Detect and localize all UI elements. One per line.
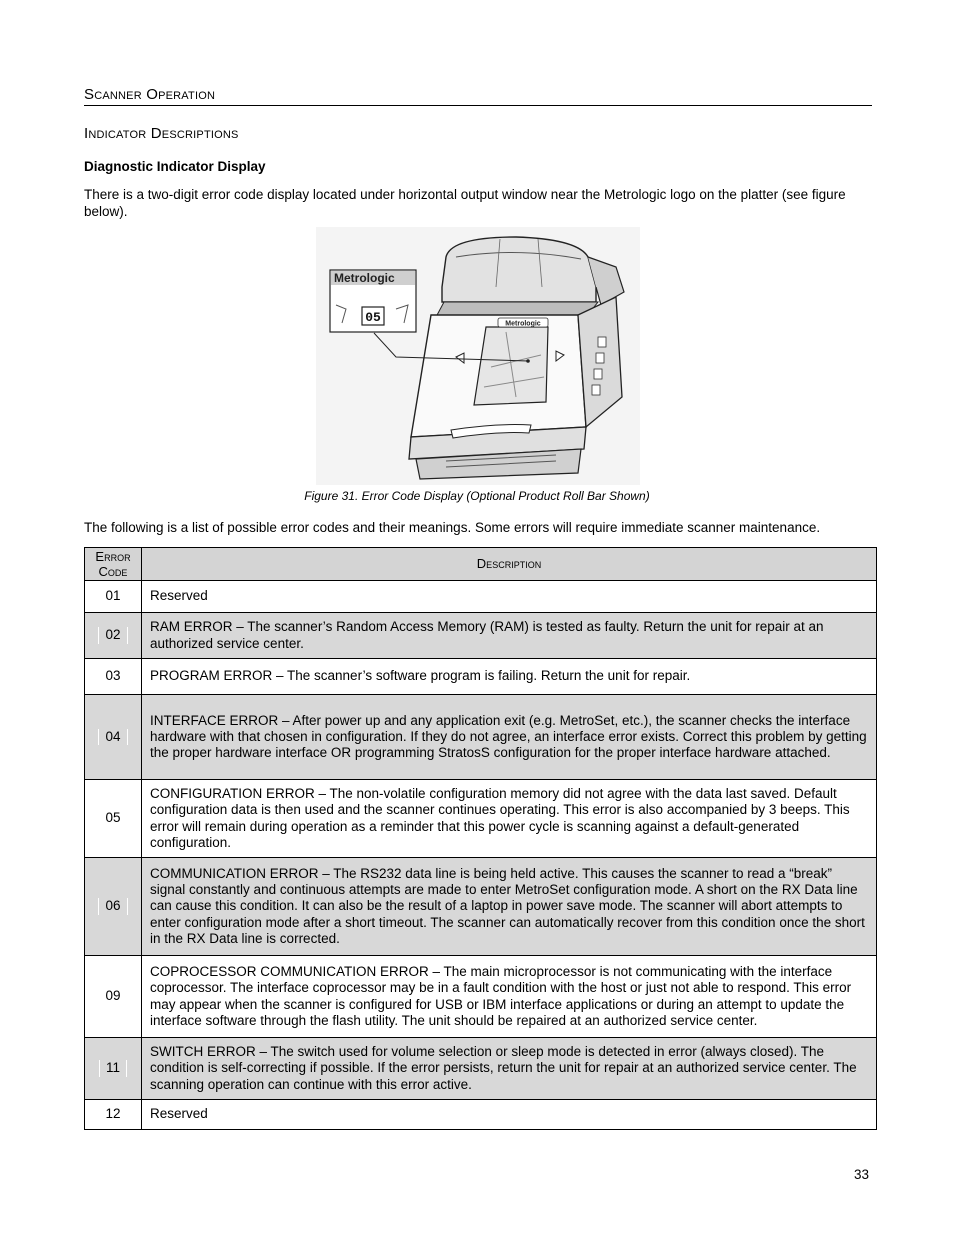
- header-code-line2: Code: [98, 564, 128, 579]
- table-row: [85, 581, 877, 613]
- error-code-table: [84, 547, 877, 1130]
- description-cell: CONFIGURATION ERROR – The non-volatile configuration memory did not agree with the data last saved. Default configuration data is then used and the scanner continues operating. This error is also accompanied by 3 beeps. This error will remain during operation as a reminder that this power cycle is scanning against a default-generated configuration.: [142, 780, 877, 858]
- table-row: [85, 659, 877, 695]
- header-error-code: [85, 548, 142, 581]
- error-code-cell: 11: [85, 1038, 142, 1100]
- error-code-cell: 05: [85, 780, 142, 858]
- section-title: Scanner Operation: [84, 86, 872, 106]
- inset-logo: Metrologic: [334, 271, 395, 285]
- description-cell: Reserved: [142, 581, 877, 613]
- header-description: [142, 548, 877, 581]
- table-row: [85, 1100, 877, 1130]
- error-code-cell: 12: [85, 1100, 142, 1130]
- list-intro: The following is a list of possible error codes and their meanings. Some errors will require immediate scanner maintenance.: [84, 520, 821, 535]
- description-cell: SWITCH ERROR – The switch used for volume selection or sleep mode is detected in error (always closed). The condition is self-correcting if possible. If the error persists, return the unit for repair at an authorized service center. The scanning operation can continue with this error active.: [142, 1038, 877, 1100]
- table-row: [85, 780, 877, 858]
- page-number: 33: [854, 1167, 870, 1182]
- table-row: [85, 956, 877, 1038]
- table-row: [85, 858, 877, 956]
- description-cell: INTERFACE ERROR – After power up and any application exit (e.g. MetroSet, etc.), the scanner checks the interface hardware with that chosen in configuration. If they do not agree, an interface error exists. Correct this problem by getting the proper hardware interface OR programming StratosS configuration for the proper interface hardware attached.: [142, 695, 877, 780]
- error-code-cell: 03: [85, 659, 142, 695]
- error-code-cell: 01: [85, 581, 142, 613]
- description-cell: PROGRAM ERROR – The scanner’s software program is failing. Return the unit for repair.: [142, 659, 877, 695]
- intro-paragraph: There is a two-digit error code display located under horizontal output window near the Metrologic logo on the platter (see figure below).: [84, 187, 846, 219]
- table-row: [85, 695, 877, 780]
- error-code-cell: 04: [85, 695, 142, 780]
- table-row: [85, 613, 877, 659]
- description-cell: COMMUNICATION ERROR – The RS232 data line is being held active. This causes the scanner to read a “break” signal constantly and continuous attempts are made to enter MetroSet configuration mode. A short on the RX Data line can cause this condition. It can also be the result of a laptop in power save mode. The scanner will abort attempts to enter configuration mode after a short timeout. The scanner can automatically recover from this condition once the short in the RX Data line is corrected.: [142, 858, 877, 956]
- subsection-title: Indicator Descriptions: [84, 125, 239, 142]
- header-code-line1: Error: [95, 549, 131, 564]
- description-cell: COPROCESSOR COMMUNICATION ERROR – The main microprocessor is not communicating with the interface coprocessor. The interface coprocessor may be in a fault condition with the host or just not able to respond. This error may appear when the scanner is configured for USB or IBM interface applications or during an attempt to update the interface software through the flash utility. The unit should be repaired at an authorized service center.: [142, 956, 877, 1038]
- scanner-illustration: [316, 227, 640, 485]
- header-description-label: Description: [476, 555, 542, 571]
- description-cell: RAM ERROR – The scanner’s Random Access Memory (RAM) is tested as faulty. Return the unit for repair at an authorized service center.: [142, 613, 877, 659]
- platter-logo: Metrologic: [505, 320, 541, 328]
- error-code-cell: 02: [85, 613, 142, 659]
- figure-caption: Figure 31. Error Code Display (Optional Product Roll Bar Shown): [304, 489, 650, 503]
- error-code-cell: 09: [85, 956, 142, 1038]
- error-code-display: 05: [365, 310, 381, 325]
- table-row: [85, 1038, 877, 1100]
- scanner-figure: [316, 227, 640, 485]
- description-cell: Reserved: [142, 1100, 877, 1130]
- table-header-row: [85, 548, 877, 581]
- diagnostic-heading: Diagnostic Indicator Display: [84, 159, 266, 174]
- error-code-cell: 06: [85, 858, 142, 956]
